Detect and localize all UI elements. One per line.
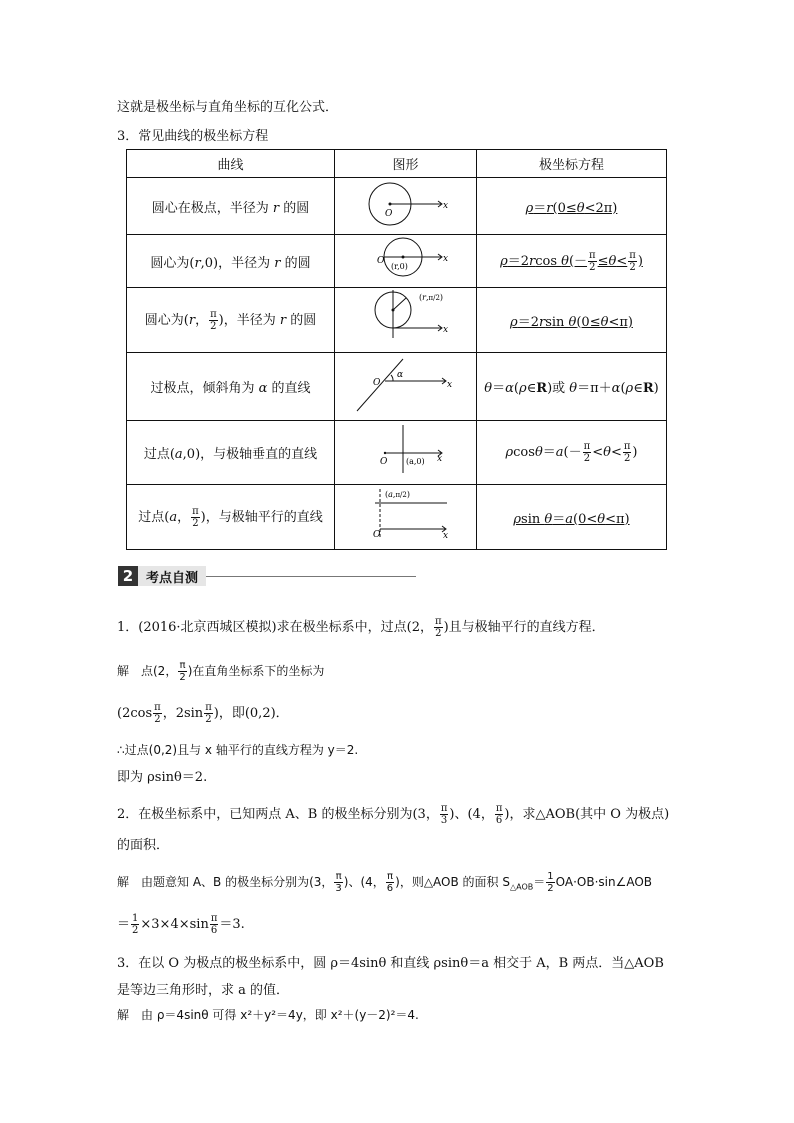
svg-text:(r,0): (r,0) [391, 262, 408, 271]
svg-text:O: O [377, 256, 385, 266]
section-rule [206, 576, 416, 577]
question-2-line2: 的面积． [117, 838, 170, 853]
line-parallel-figure [335, 485, 476, 545]
solution-2-line2: ＝ $\frac{1}{2}$ ×3×4×sin $\frac{\pi}{6}$ ＝3. [117, 913, 245, 936]
question-2: 2．在极坐标系中，已知两点 A、B 的极坐标分别为(3， $\frac{\pi}{3}$ )、(4， $\frac{\pi}{6}$ )，求△AOB(其中 O 为极点) [117, 803, 670, 826]
heading-3: 3．常见曲线的极坐标方程 [117, 129, 269, 144]
curve-5: 过点(a,0)，与极轴垂直的直线 [127, 421, 335, 485]
svg-text:x: x [443, 531, 449, 541]
header-curve: 曲线 [127, 150, 335, 178]
curve-2: 圆心为(r,0)，半径为 r 的圆 [127, 235, 335, 288]
solution-1-line4: 即为 ρsinθ＝2. [117, 770, 208, 785]
figure-1 [335, 178, 477, 235]
svg-text:x: x [437, 454, 443, 464]
circle-at-r-pi2-figure [335, 288, 476, 348]
header-equation: 极坐标方程 [477, 150, 667, 178]
question-3-line2: 是等边三角形时，求 a 的值． [117, 983, 290, 998]
line-perpendicular-figure [335, 421, 476, 480]
svg-text:O: O [380, 457, 388, 467]
polar-equation-table [126, 149, 667, 550]
curve-4: 过极点，倾斜角为 α 的直线 [127, 353, 335, 421]
svg-text:α: α [397, 370, 404, 380]
section-header [118, 566, 416, 586]
eq-4: θ＝α(ρ∈R)或 θ＝π＋α(ρ∈R) [477, 353, 667, 421]
solution-1-line2: (2cos $\frac{\pi}{2}$ ，2sin $\frac{\pi}{2}$ )，即(0,2)． [117, 702, 289, 725]
section-title: 考点自测 [138, 566, 206, 586]
question-1: 1．(2016·北京西城区模拟)求在极坐标系中，过点(2， $\frac{\pi}{2}$ )且与极轴平行的直线方程． [117, 616, 605, 639]
eq-2: ρ＝2rcos θ(－ $\frac{\pi}{2}$ ≤θ< $\frac{\pi}{2}$ ) [477, 235, 667, 288]
svg-text:(r,π/2): (r,π/2) [419, 293, 444, 302]
figure-3 [335, 288, 477, 353]
figure-6 [335, 485, 477, 550]
eq-5: ρcosθ＝a(－ $\frac{\pi}{2}$ <θ< $\frac{\pi}{2}$ ) [477, 421, 667, 485]
eq-3: ρ＝2rsin θ(0≤θ<π) [477, 288, 667, 353]
solution-2-line1: 解 由题意知 A、B 的极坐标分别为(3， $\frac{\pi}{3}$ )、(4， $\frac{\pi}{6}$ )，则△AOB 的面积 $S_{\triangle AOB}=$ $\frac{1}{2}$ OA·OB·sin∠AOB [117, 871, 653, 894]
solution-1-line1: 解 点(2， $\frac{\pi}{2}$ )在直角坐标系下的坐标为 [117, 660, 325, 683]
curve-3: 圆心为(r， $\frac{\pi}{2}$ )，半径为 r 的圆 [127, 288, 335, 353]
label-O: O [385, 209, 393, 219]
svg-text:(a,0): (a,0) [406, 457, 425, 466]
solution-1-line3: ∴过点(0,2)且与 x 轴平行的直线方程为 y＝2. [117, 743, 359, 757]
header-figure: 图形 [335, 150, 477, 178]
svg-text:x: x [443, 325, 449, 335]
circle-at-r0-figure [335, 235, 476, 283]
line-through-pole-figure [335, 353, 476, 416]
curve-1: 圆心在极点，半径为 r 的圆 [127, 178, 335, 235]
circle-at-pole-figure [335, 178, 476, 230]
eq-1: ρ＝r(0≤θ<2π) [477, 178, 667, 235]
figure-5 [335, 421, 477, 485]
eq-6: ρsin θ＝a(0<θ<π) [477, 485, 667, 550]
svg-text:O: O [373, 378, 381, 388]
intro-line: 这就是极坐标与直角坐标的互化公式． [117, 100, 339, 115]
question-3-line1: 3．在以 O 为极点的极坐标系中，圆 ρ＝4sinθ 和直线 ρsinθ＝a 相交于 A，B 两点．当△AOB [117, 956, 664, 971]
figure-4 [335, 353, 477, 421]
figure-2 [335, 235, 477, 288]
curve-6: 过点(a， $\frac{\pi}{2}$ )，与极轴平行的直线 [127, 485, 335, 550]
label-x: x [443, 201, 449, 211]
svg-text:(a,π/2): (a,π/2) [385, 490, 410, 499]
solution-3: 解 由 ρ＝4sinθ 可得 x²＋y²＝4y，即 x²＋(y－2)²＝4. [117, 1008, 419, 1022]
svg-text:x: x [447, 380, 453, 390]
section-number: 2 [118, 566, 138, 586]
svg-text:O: O [373, 530, 381, 540]
svg-text:x: x [443, 254, 449, 264]
